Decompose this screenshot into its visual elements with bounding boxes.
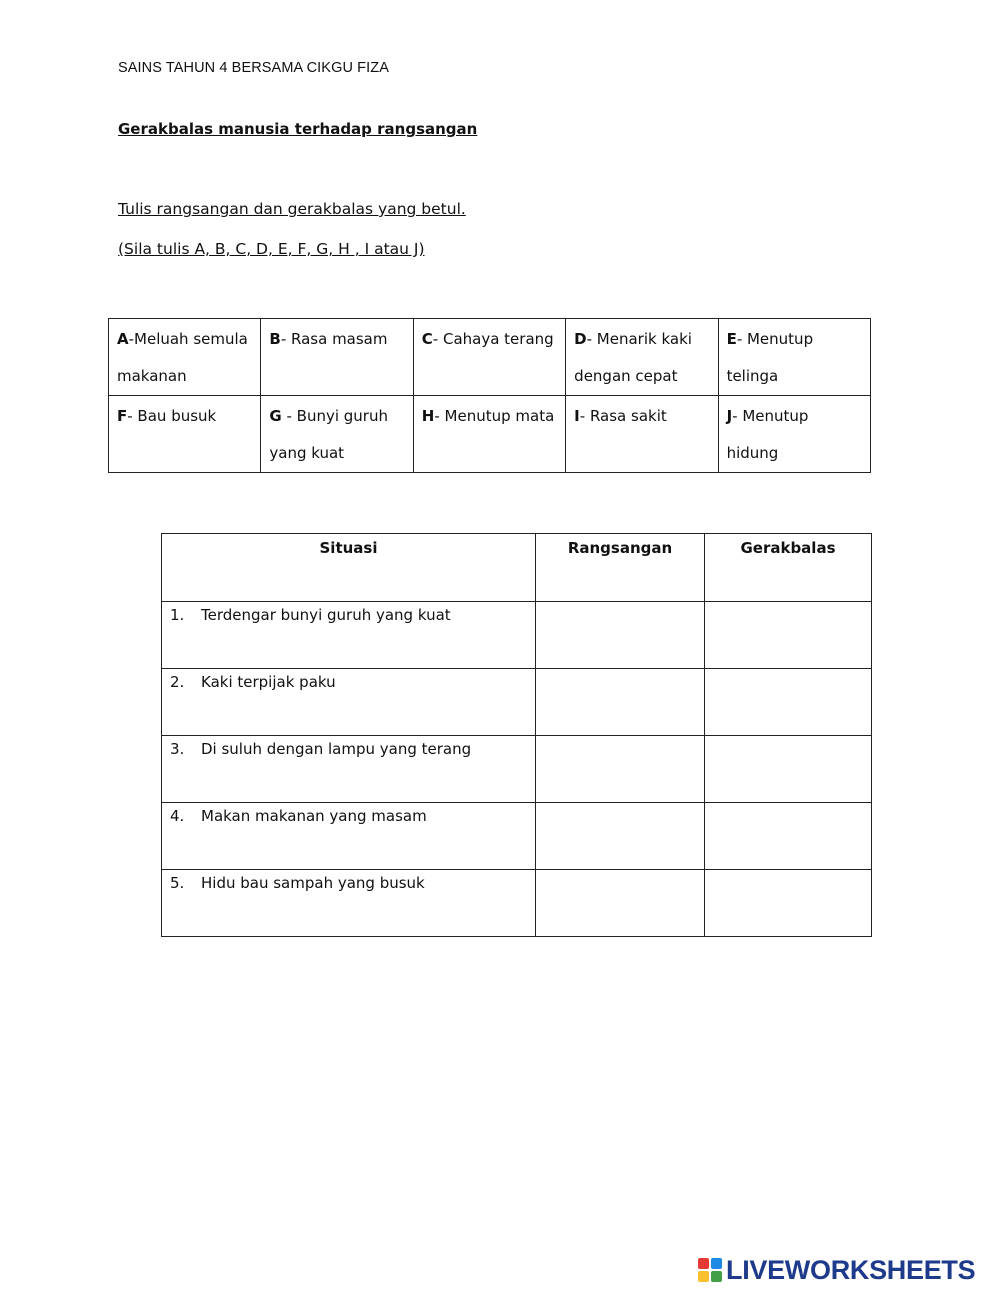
logo-square-blue <box>711 1258 722 1269</box>
logo-mark-icon <box>698 1258 722 1282</box>
rangsangan-answer-cell[interactable] <box>536 803 705 870</box>
gerakbalas-answer-cell[interactable] <box>705 602 872 669</box>
option-cell-h: H- Menutup mata <box>413 396 565 473</box>
table-row <box>162 736 872 803</box>
situation-header-row <box>162 534 872 602</box>
option-cell-d: D- Menarik kaki dengan cepat <box>566 319 718 396</box>
options-table <box>108 318 871 473</box>
rangsangan-answer-cell[interactable] <box>536 870 705 937</box>
logo-text: LIVEWORKSHEETS <box>726 1254 976 1285</box>
option-cell-f: F- Bau busuk <box>109 396 261 473</box>
options-row-2 <box>109 396 871 473</box>
situation-text: 1. Terdengar bunyi guruh yang kuat <box>162 602 536 669</box>
instruction-line-2: (Sila tulis A, B, C, D, E, F, G, H , I atau J) <box>118 240 425 258</box>
option-cell-c: C- Cahaya terang <box>413 319 565 396</box>
instruction-line-1: Tulis rangsangan dan gerakbalas yang betul. <box>118 200 466 218</box>
option-cell-a: A-Meluah semula makanan <box>109 319 261 396</box>
worksheet-title: Gerakbalas manusia terhadap rangsangan <box>118 120 478 138</box>
page-header: SAINS TAHUN 4 BERSAMA CIKGU FIZA <box>118 60 389 76</box>
situation-text: 5. Hidu bau sampah yang busuk <box>162 870 536 937</box>
rangsangan-answer-cell[interactable] <box>536 602 705 669</box>
situation-table <box>161 533 872 937</box>
logo-square-red <box>698 1258 709 1269</box>
table-row <box>162 669 872 736</box>
table-row <box>162 870 872 937</box>
option-cell-i: I- Rasa sakit <box>566 396 718 473</box>
situation-text: 2. Kaki terpijak paku <box>162 669 536 736</box>
situation-text: 3. Di suluh dengan lampu yang terang <box>162 736 536 803</box>
table-row <box>162 602 872 669</box>
gerakbalas-answer-cell[interactable] <box>705 870 872 937</box>
situation-text: 4. Makan makanan yang masam <box>162 803 536 870</box>
liveworksheets-logo <box>698 1256 975 1284</box>
option-cell-g: G - Bunyi guruh yang kuat <box>261 396 413 473</box>
option-cell-b: B- Rasa masam <box>261 319 413 396</box>
rangsangan-answer-cell[interactable] <box>536 736 705 803</box>
gerakbalas-answer-cell[interactable] <box>705 803 872 870</box>
gerakbalas-answer-cell[interactable] <box>705 736 872 803</box>
rangsangan-answer-cell[interactable] <box>536 669 705 736</box>
header-rangsangan: Rangsangan <box>536 534 705 602</box>
table-row <box>162 803 872 870</box>
logo-square-green <box>711 1271 722 1282</box>
header-situasi: Situasi <box>162 534 536 602</box>
gerakbalas-answer-cell[interactable] <box>705 669 872 736</box>
option-cell-e: E- Menutup telinga <box>718 319 870 396</box>
logo-square-yellow <box>698 1271 709 1282</box>
header-gerakbalas: Gerakbalas <box>705 534 872 602</box>
options-row-1 <box>109 319 871 396</box>
option-cell-j: J- Menutup hidung <box>718 396 870 473</box>
